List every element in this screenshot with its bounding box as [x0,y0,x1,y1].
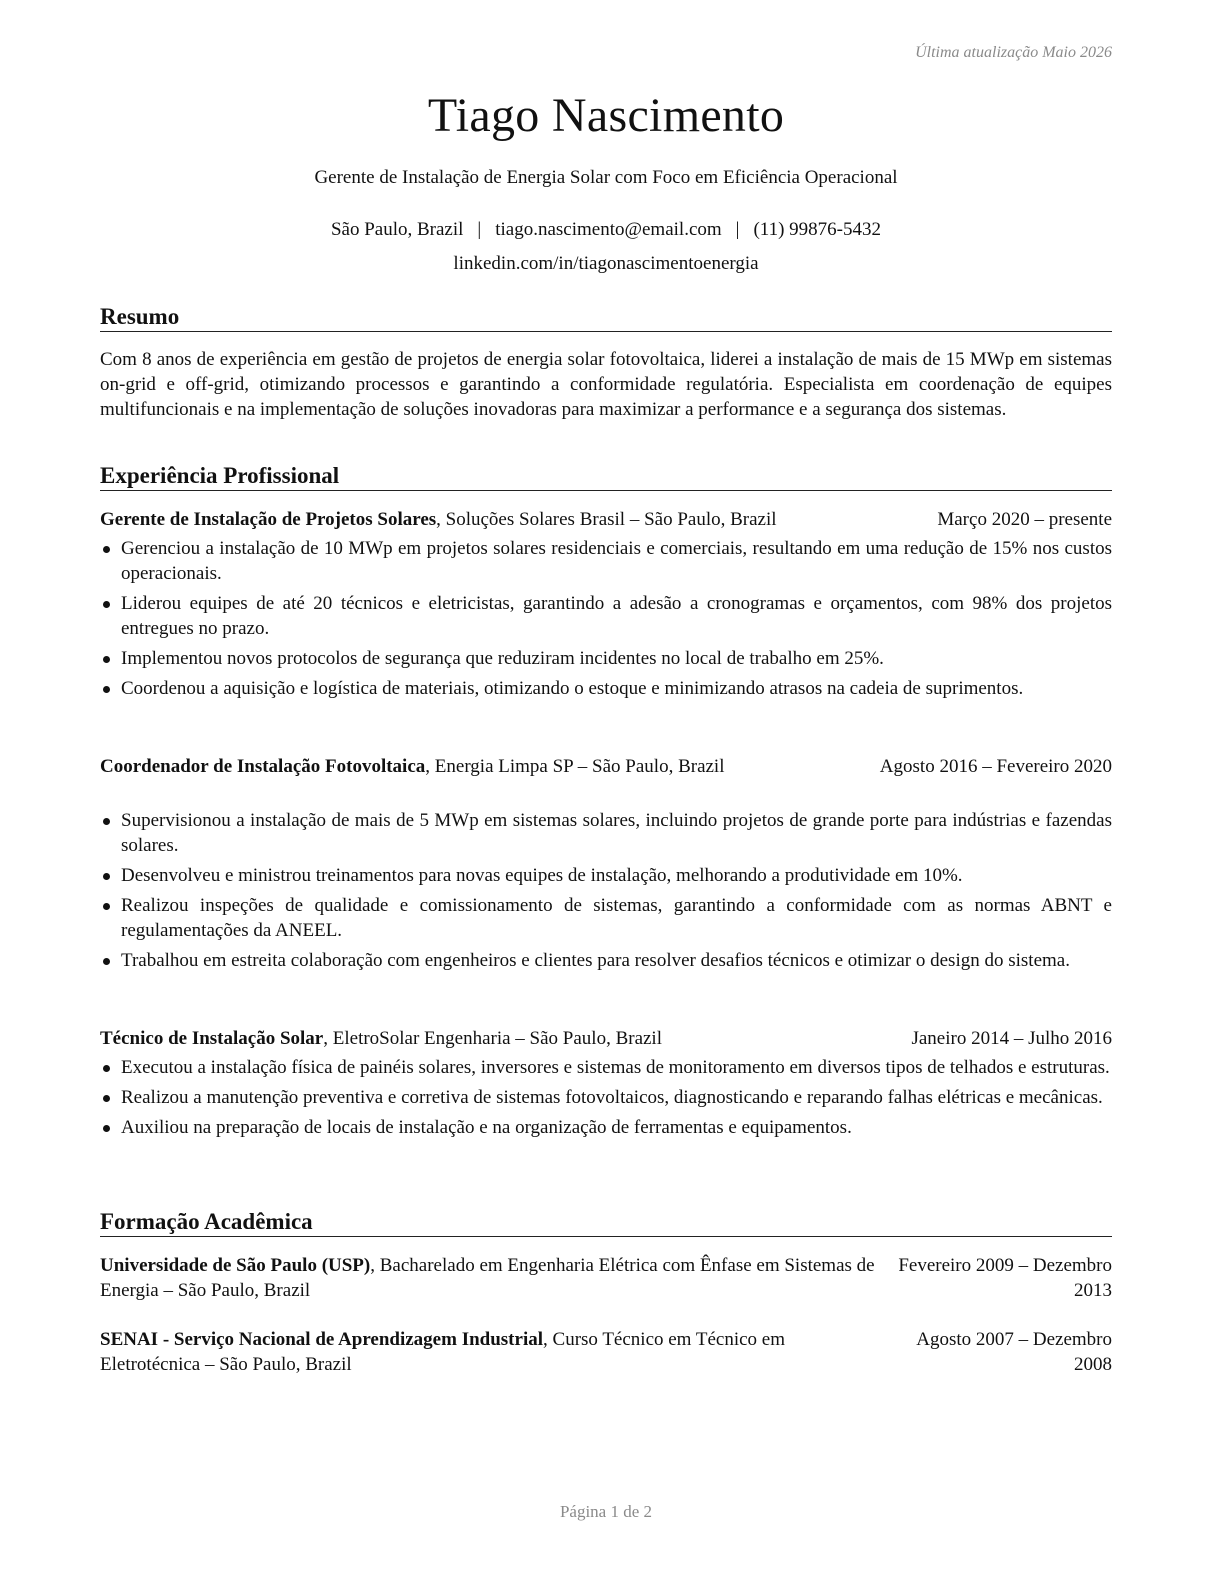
list-item [100,676,1112,701]
job-bullets [100,808,1112,973]
education-school: SENAI - Serviço Nacional de Aprendizagem Industrial [100,1329,544,1350]
job-company: , Energia Limpa SP – São Paulo, Brazil [425,756,725,777]
job-entry [100,754,1112,978]
linkedin-link[interactable]: linkedin.com/in/tiagonascimentoenergia [453,253,759,274]
bullet-text: Trabalhou em estreita colaboração com engenheiros e clientes para resolver desafios técnicos e otimizar o design do sistema. [121,950,1070,971]
bullet-text: Realizou inspeções de qualidade e comissionamento de sistemas, garantindo a conformidade com as normas ABNT e regulamentações da ANEEL. [121,895,1112,941]
bullet-icon [103,656,110,663]
education-title-line [100,1327,880,1377]
bullet-text: Auxiliou na preparação de locais de instalação e na organização de ferramentas e equipamentos. [121,1117,852,1138]
bullet-icon [103,546,110,553]
job-header [100,754,1112,779]
bullet-text: Implementou novos protocolos de segurança que reduziram incidentes no local de trabalho em 25%. [121,648,884,669]
bullet-icon [103,1125,110,1132]
bullet-text: Realizou a manutenção preventiva e corretiva de sistemas fotovoltaicos, diagnosticando e reparando falhas elétricas e mecânicas. [121,1087,1103,1108]
bullet-icon [103,1065,110,1072]
contact-email[interactable]: tiago.nascimento@email.com [495,219,722,240]
education-dates: Fevereiro 2009 – Dezembro 2013 [898,1255,1112,1301]
bullet-icon [103,818,110,825]
contact-location: São Paulo, Brazil [330,219,464,240]
job-header [100,1026,1112,1051]
summary-text: Com 8 anos de experiência em gestão de projetos de energia solar fotovoltaica, liderei a instalação de mais de 15 MWp em sistemas on-grid e off-grid, otimizando processos e garantindo a conformidade regulatória. Especialista em coordenação de equipes multifuncionais e na implementação de soluções inovadoras para maximizar a performance e a segurança dos sistemas. [100,349,1112,420]
bullet-text: Liderou equipes de até 20 técnicos e eletricistas, garantindo a adesão a cronogramas e orçamentos, com 98% dos projetos entregues no prazo. [121,593,1112,639]
list-item [100,1085,1112,1110]
education-school: Universidade de São Paulo (USP) [100,1255,371,1276]
education-entry [100,1327,1112,1377]
job-entry [100,1026,1112,1145]
job-role: Gerente de Instalação de Projetos Solares [100,509,437,530]
education-title-line [100,1253,880,1303]
contact-line [100,219,1112,241]
bullet-text: Executou a instalação física de painéis solares, inversores e sistemas de monitoramento em diversos tipos de telhados e estruturas. [121,1057,1110,1078]
section-title-education: Formação Acadêmica [100,1209,1112,1237]
section-title-summary: Resumo [100,304,1112,332]
job-role: Coordenador de Instalação Fotovoltaica [100,756,426,777]
list-item [100,893,1112,943]
job-company: , Soluções Solares Brasil – São Paulo, Brazil [436,509,777,530]
job-dates: Março 2020 – presente [937,509,1112,530]
list-item [100,646,1112,671]
job-entry [100,507,1112,706]
list-item [100,863,1112,888]
contact-separator: | [477,219,482,240]
education-entry [100,1253,1112,1303]
job-title-line [100,754,725,779]
job-dates: Agosto 2016 – Fevereiro 2020 [879,756,1112,777]
bullet-icon [103,601,110,608]
list-item [100,591,1112,641]
candidate-headline: Gerente de Instalação de Energia Solar com Foco em Eficiência Operacional [314,167,898,188]
bullet-text: Supervisionou a instalação de mais de 5 MWp em sistemas solares, incluindo projetos de grande porte para indústrias e fazendas solares. [121,810,1112,856]
bullet-icon [103,903,110,910]
list-item [100,948,1112,973]
bullet-text: Desenvolveu e ministrou treinamentos para novas equipes de instalação, melhorando a produtividade em 10%. [121,865,963,886]
job-bullets [100,536,1112,701]
education-details: , Bacharelado em Engenharia Elétrica com Ênfase em Sistemas de Energia – São Paulo, Brazil [100,1255,875,1301]
job-role: Técnico de Instalação Solar [100,1028,324,1049]
list-item [100,1055,1112,1080]
list-item [100,1115,1112,1140]
job-dates: Janeiro 2014 – Julho 2016 [911,1028,1112,1049]
last-updated-note: Última atualização Maio 2026 [915,44,1112,61]
job-bullets [100,1055,1112,1140]
bullet-icon [103,686,110,693]
bullet-text: Coordenou a aquisição e logística de materiais, otimizando o estoque e minimizando atrasos na cadeia de suprimentos. [121,678,1024,699]
education-dates: Agosto 2007 – Dezembro 2008 [916,1329,1112,1375]
bullet-text: Gerenciou a instalação de 10 MWp em projetos solares residenciais e comerciais, resultando em uma redução de 15% nos custos operacionais. [121,538,1112,584]
job-title-line [100,1026,662,1051]
job-header [100,507,1112,532]
page-number: Página 1 de 2 [559,1502,653,1521]
bullet-icon [103,873,110,880]
contact-separator: | [735,219,740,240]
candidate-name: Tiago Nascimento [427,89,785,142]
bullet-icon [103,958,110,965]
list-item [100,808,1112,858]
education-details: , Curso Técnico em Técnico em Eletrotécnica – São Paulo, Brazil [100,1329,786,1375]
job-company: , EletroSolar Engenharia – São Paulo, Brazil [323,1028,662,1049]
bullet-icon [103,1095,110,1102]
job-title-line [100,507,777,532]
section-title-experience: Experiência Profissional [100,463,1112,491]
contact-phone: (11) 99876-5432 [753,219,882,240]
list-item [100,536,1112,586]
